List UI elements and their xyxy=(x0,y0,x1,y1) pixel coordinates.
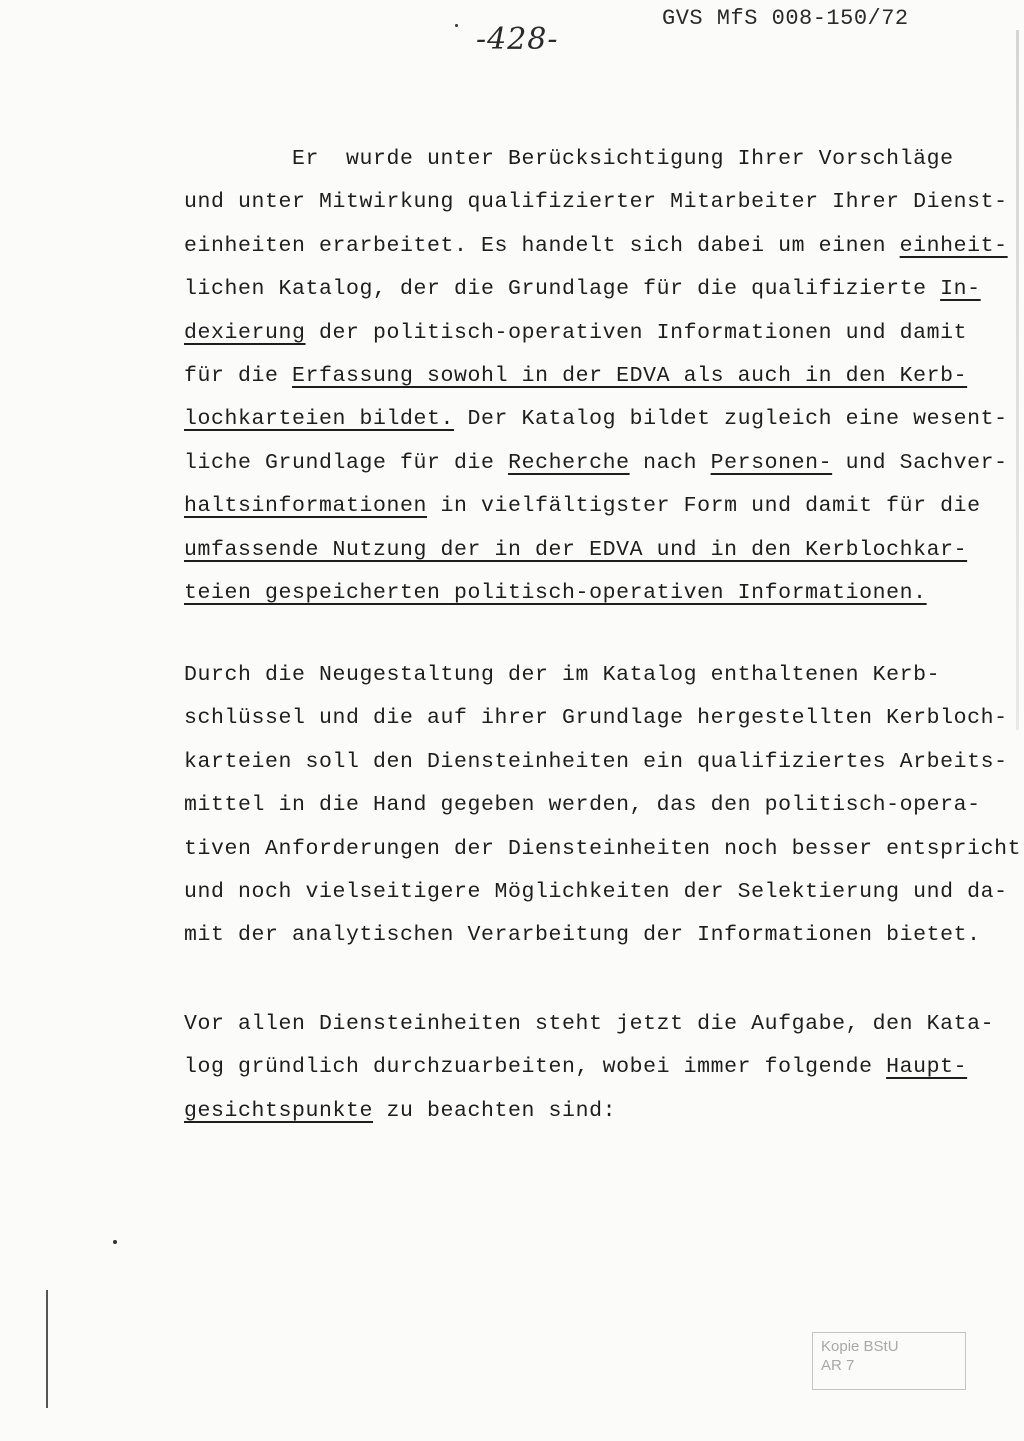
text-line xyxy=(184,529,1024,572)
text-segment: tiven Anforderungen der Diensteinheiten noch besser entspricht xyxy=(184,836,1022,861)
page-number: -428- xyxy=(476,22,559,57)
text-segment: lichen Katalog, der die Grundlage für die qualifizierte xyxy=(184,277,941,302)
text-segment: zu beachten sind: xyxy=(373,1098,617,1123)
underlined-text: dexierung xyxy=(184,320,306,345)
text-segment: liche Grundlage für die xyxy=(184,450,509,475)
text-line xyxy=(184,741,1024,784)
text-segment: Durch die Neugestaltung der im Katalog enthaltenen Kerb- xyxy=(184,663,941,687)
text-segment: mittel in die Hand gegeben werden, das den politisch-opera- xyxy=(184,793,981,818)
text-segment: einheiten erarbeitet. Es handelt sich dabei um einen xyxy=(184,233,900,258)
text-segment: schlüssel und die auf ihrer Grundlage hergestellten Kerbloch- xyxy=(184,706,1008,731)
scan-edge-shadow xyxy=(1016,30,1019,730)
underlined-text: gesichtspunkte xyxy=(184,1098,374,1123)
text-line xyxy=(184,442,1024,485)
text-line xyxy=(184,225,1024,268)
text-line xyxy=(184,572,1024,615)
underlined-text: haltsinformationen xyxy=(184,494,428,519)
underlined-text: einheit- xyxy=(899,233,1008,258)
text-line xyxy=(184,1003,1024,1046)
text-segment: Er wurde unter Berücksichtigung Ihrer Vorschläge xyxy=(184,147,954,171)
stamp-line-2: AR 7 xyxy=(821,1357,855,1374)
text-line xyxy=(184,914,1024,957)
text-line xyxy=(184,871,1024,914)
text-line xyxy=(184,312,1024,355)
text-segment: log gründlich durchzuarbeiten, wobei immer folgende xyxy=(184,1055,887,1080)
text-segment: mit der analytischen Verarbeitung der Informationen bietet. xyxy=(184,923,981,948)
text-segment: für die xyxy=(184,364,293,389)
text-line xyxy=(184,697,1024,740)
underlined-text: In- xyxy=(940,277,981,302)
text-line xyxy=(184,1046,1024,1089)
text-segment: und unter Mitwirkung qualifizierter Mitarbeiter Ihrer Dienst- xyxy=(184,190,1008,215)
stamp-line-1: Kopie BStU xyxy=(821,1338,899,1355)
paragraph-3 xyxy=(184,1003,1024,1133)
text-line xyxy=(184,784,1024,827)
paragraph-2 xyxy=(184,654,1024,958)
scan-speck xyxy=(455,24,458,27)
scan-speck xyxy=(113,1240,117,1244)
text-segment: karteien soll den Diensteinheiten ein qualifiziertes Arbeits- xyxy=(184,749,1008,774)
text-line xyxy=(184,654,1024,697)
text-line xyxy=(184,181,1024,224)
text-segment: Vor allen Diensteinheiten steht jetzt die Aufgabe, den Kata- xyxy=(184,1012,995,1036)
text-segment: und Sachver- xyxy=(832,450,1008,475)
text-line xyxy=(184,398,1024,441)
text-segment: Der Katalog bildet zugleich eine wesent- xyxy=(454,407,1008,432)
underlined-text: teien gespeicherten politisch-operativen Informationen. xyxy=(184,581,927,606)
text-segment: nach xyxy=(629,450,711,475)
text-segment: der politisch-operativen Informationen und damit xyxy=(305,320,968,345)
underlined-text: umfassende Nutzung der in der EDVA und in den Kerblochkar- xyxy=(184,537,968,562)
document-reference: GVS MfS 008-150/72 xyxy=(662,6,909,31)
text-line xyxy=(184,485,1024,528)
text-segment: und noch vielseitigere Möglichkeiten der Selektierung und da- xyxy=(184,880,1008,905)
text-line xyxy=(184,1090,1024,1133)
margin-rule xyxy=(46,1290,48,1408)
text-segment: in vielfältigster Form und damit für die xyxy=(427,494,981,519)
text-line xyxy=(184,268,1024,311)
text-line xyxy=(184,828,1024,871)
paragraph-1 xyxy=(184,138,1024,615)
underlined-text: Erfassung sowohl in der EDVA als auch in den Kerb- xyxy=(292,364,968,389)
text-line xyxy=(184,138,1024,181)
underlined-text: Recherche xyxy=(508,450,630,475)
underlined-text: lochkarteien bildet. xyxy=(184,407,455,432)
archive-stamp xyxy=(812,1332,966,1390)
underlined-text: Personen- xyxy=(710,450,833,475)
text-line xyxy=(184,355,1024,398)
underlined-text: Haupt- xyxy=(886,1055,968,1080)
